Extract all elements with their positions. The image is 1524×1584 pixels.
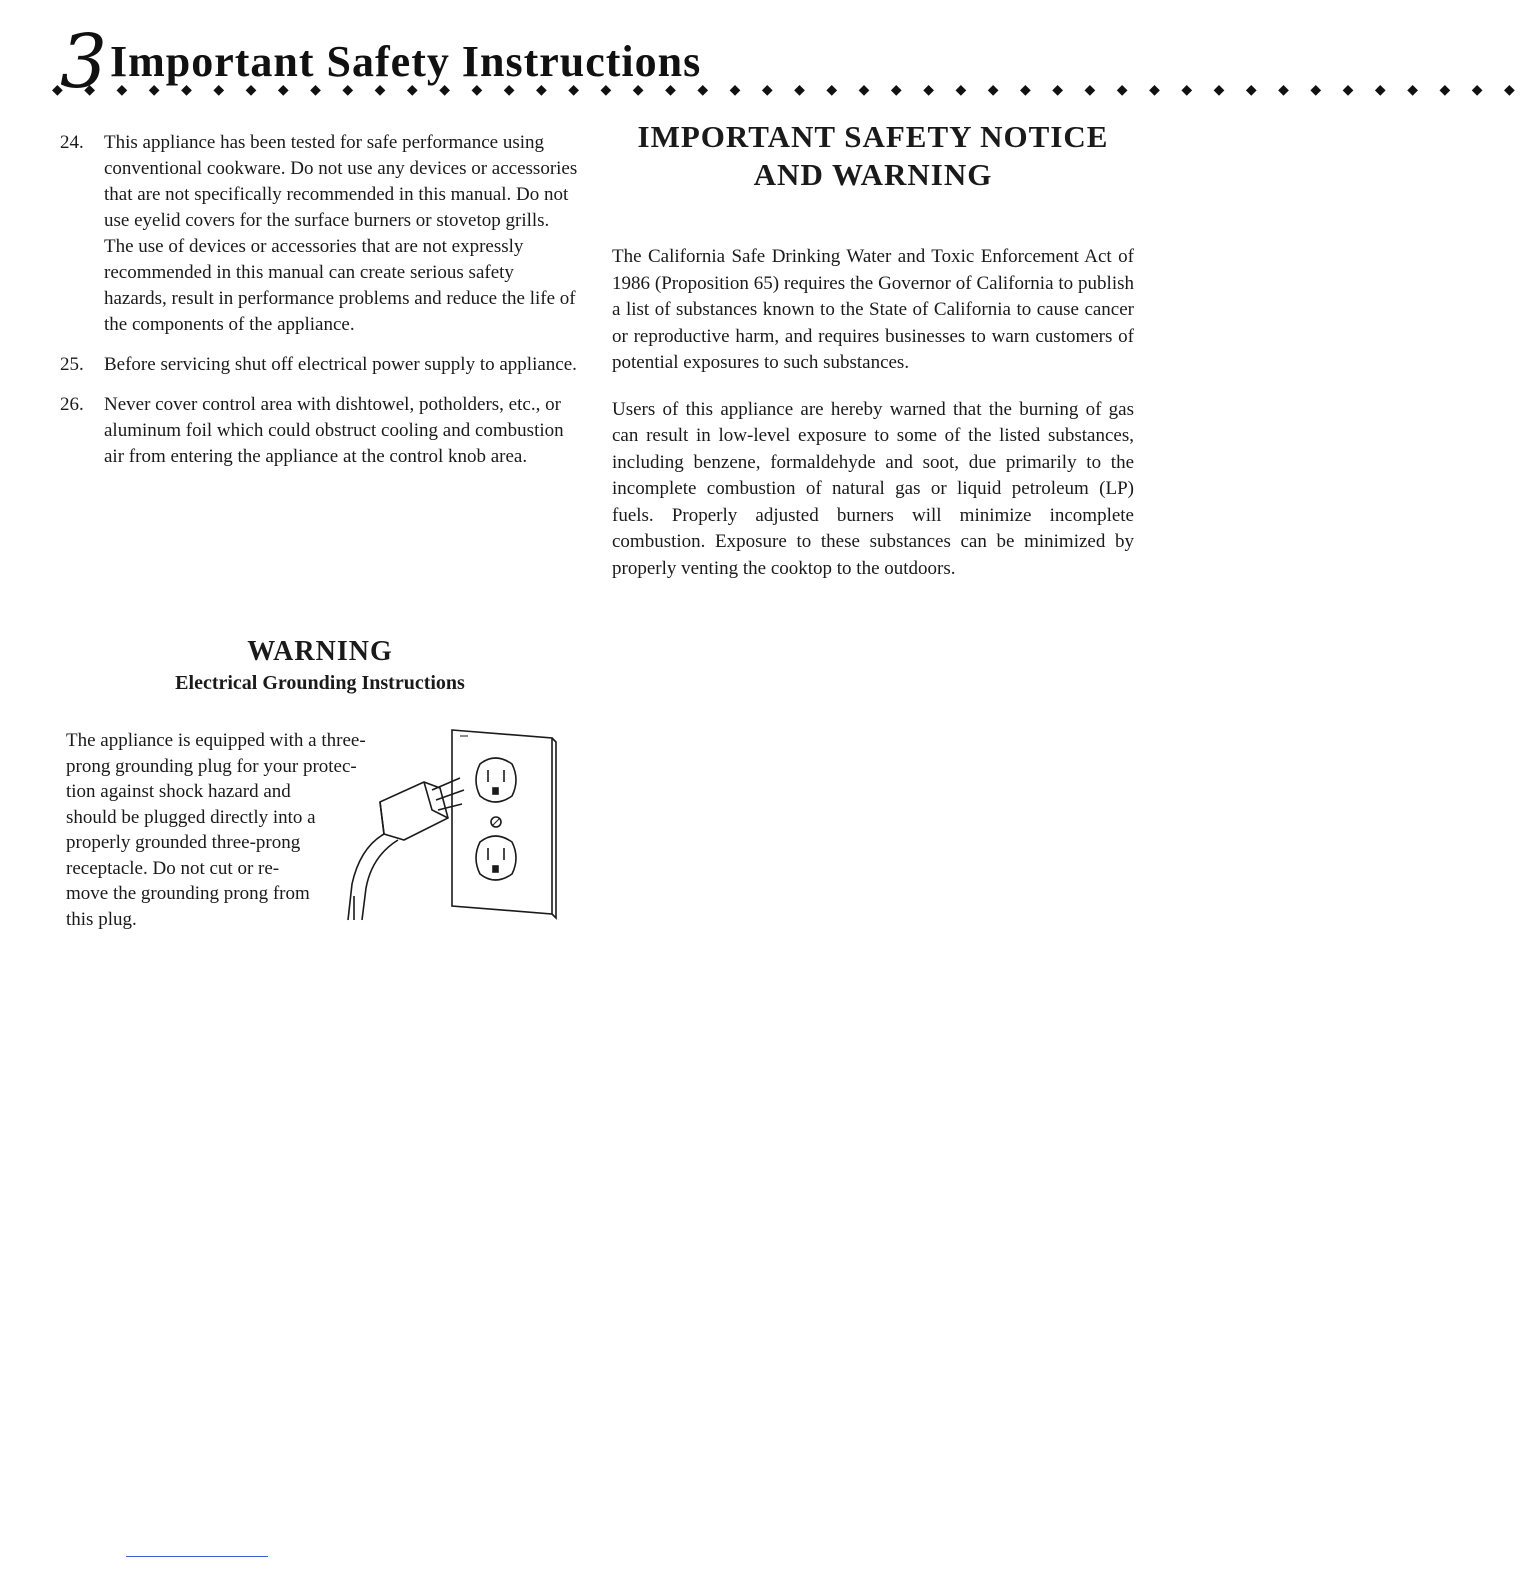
warning-subheading: Electrical Grounding Instructions: [175, 672, 465, 694]
footer-rule: [126, 1556, 268, 1557]
item-number: 26.: [60, 394, 84, 415]
list-item: [60, 352, 580, 378]
text-line: tion against shock hazard and: [66, 781, 291, 802]
three-prong-plug-icon: [348, 778, 464, 920]
notice-paragraph: The California Safe Drinking Water and Toxic Enforcement Act of 1986 (Proposition 65) requires the Governor of California to publish a list of substances known to the State of California to cause cancer or reproductive harm, and requires businesses to warn customers of potential exposures to such substances.: [612, 246, 1134, 373]
outlet-plug-illustration: [340, 724, 570, 924]
page-header: [52, 19, 1524, 110]
item-number: 24.: [60, 132, 84, 153]
bottom-receptacle-icon: [476, 836, 516, 880]
notice-heading-line: IMPORTANT SAFETY NOTICE: [637, 119, 1109, 154]
item-text: This appliance has been tested for safe performance using conventional cookware. Do not use any devices or accessories that are not specifically recommended in this manual. Do not use eyelid covers for the surface burners or stovetop grills. The use of devices or accessories that are not expressly recommended in this manual can create serious safety hazards, result in performance problems and reduce the life of the components of the appliance.: [104, 132, 578, 335]
wall-plate-outline: [452, 730, 552, 914]
diamond-rule-divider: ◆ ◆ ◆ ◆ ◆ ◆ ◆ ◆ ◆ ◆ ◆ ◆ ◆ ◆ ◆ ◆ ◆ ◆ ◆ ◆ ◆ ◆ ◆ ◆ ◆ ◆ ◆ ◆ ◆ ◆ ◆ ◆ ◆ ◆ ◆ ◆ ◆ ◆ ◆ ◆ ◆ ◆ ◆ ◆ ◆ ◆: [52, 83, 1524, 98]
text-line: properly grounded three-prong: [66, 832, 301, 853]
instruction-list: [60, 130, 580, 484]
text-line: should be plugged directly into a: [66, 806, 316, 828]
list-item: [60, 130, 580, 338]
text-line: this plug.: [66, 908, 137, 930]
text-line: The appliance is equipped with a three-: [66, 730, 366, 751]
item-text: Before servicing shut off electrical power supply to appliance.: [104, 354, 577, 375]
text-line: move the grounding prong from: [66, 883, 310, 904]
item-text: Never cover control area with dishtowel, potholders, etc., or aluminum foil which could obstruct cooling and combustion air from entering the appliance at the control knob area.: [104, 394, 564, 467]
warning-heading: WARNING: [247, 636, 393, 667]
notice-paragraph: Users of this appliance are hereby warned that the burning of gas can result in low-level exposure to some of the listed substances, including benzene, formaldehyde and soot, due primarily to the incomplete combustion of natural gas or liquid petroleum (LP) fuels. Properly adjusted burners will minimize incomplete combustion. Exposure to these substances can be minimized by properly venting the cooktop to the outdoors.: [612, 398, 1134, 579]
text-line: receptacle. Do not cut or re-: [66, 857, 280, 879]
text-line: prong grounding plug for your protec-: [66, 755, 357, 777]
safety-notice-section: [612, 118, 1134, 602]
item-number: 25.: [60, 354, 84, 375]
page-number: 3: [60, 19, 108, 105]
page-title: Important Safety Instructions: [110, 37, 702, 86]
notice-heading-line: AND WARNING: [753, 157, 993, 192]
notice-heading: [612, 118, 1134, 194]
list-item: [60, 392, 580, 470]
grounding-instructions-text: [66, 728, 366, 932]
top-receptacle-icon: [476, 758, 516, 802]
